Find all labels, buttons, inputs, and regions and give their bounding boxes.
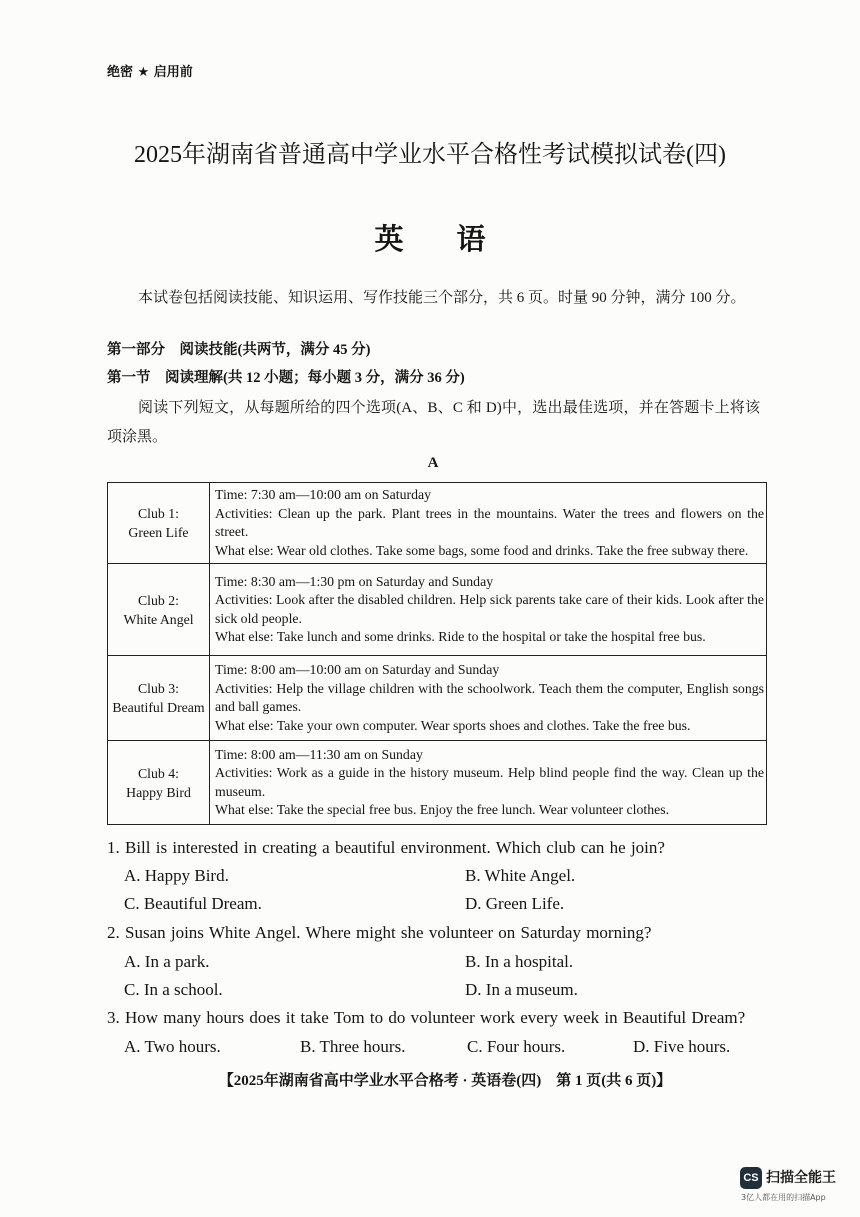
club-number: Club 1:	[137, 506, 179, 521]
question-1-option-c: C. Beautiful Dream.	[124, 894, 262, 913]
table-row	[108, 740, 766, 824]
section-one-heading: 第一节 阅读理解(共 12 小题；每小题 3 分，满分 36 分)	[107, 370, 465, 386]
camscanner-tagline: 3亿人都在用的扫描App	[741, 1193, 826, 1202]
club-number: Club 2:	[137, 592, 179, 608]
club-activities: Activities: Help the village children with the schoolwork. Teach them the computer, English songs and ball games.	[215, 680, 764, 714]
club-name: White Angel	[123, 611, 194, 627]
question-3-option-a: A. Two hours.	[124, 1037, 221, 1056]
club-name-cell	[108, 741, 210, 824]
question-2-option-b: B. In a hospital.	[465, 952, 574, 971]
question-1-option-d: D. Green Life.	[465, 894, 565, 913]
table-row	[108, 563, 766, 655]
club-time: Time: 7:30 am—10:00 am on Saturday	[215, 487, 432, 502]
exam-title: 2025年湖南省普通高中学业水平合格性考试模拟试卷(四)	[134, 142, 726, 168]
club-number: Club 3:	[137, 681, 179, 696]
club-what-else: What else: Wear old clothes. Take some bags, some food and drinks. Take the free subway there.	[215, 542, 749, 558]
club-name-cell	[108, 656, 210, 740]
table-row	[108, 655, 766, 740]
question-3-option-b: B. Three hours.	[300, 1037, 406, 1056]
camscanner-app-name: 扫描全能王	[766, 1170, 836, 1186]
club-what-else: What else: Take lunch and some drinks. Ride to the hospital or take the hospital free bus.	[215, 629, 706, 644]
club-what-else: What else: Take the special free bus. Enjoy the free lunch. Wear volunteer clothes.	[215, 802, 670, 817]
question-2-stem: 2. Susan joins White Angel. Where might she volunteer on Saturday morning?	[107, 923, 652, 942]
question-3-option-d: D. Five hours.	[633, 1037, 731, 1056]
exam-intro: 本试卷包括阅读技能、知识运用、写作技能三个部分，共 6 页。时量 90 分钟，满分 100 分。	[138, 290, 746, 306]
club-table	[107, 482, 767, 825]
question-3-option-c: C. Four hours.	[467, 1037, 566, 1056]
club-name: Beautiful Dream	[112, 700, 205, 715]
club-name-cell	[108, 483, 210, 563]
subject-heading: 英 语	[374, 224, 498, 256]
question-2-option-c: C. In a school.	[124, 980, 223, 999]
club-activities: Activities: Look after the disabled children. Help sick parents take care of their kids. Look after the sick old people.	[215, 592, 764, 626]
question-1-stem: 1. Bill is interested in creating a beautiful environment. Which club can he join?	[107, 838, 665, 857]
part-one-heading: 第一部分 阅读技能(共两节，满分 45 分)	[107, 342, 371, 358]
club-name: Happy Bird	[126, 784, 191, 800]
club-activities: Activities: Clean up the park. Plant trees in the mountains. Water the trees and flowers on the street.	[215, 505, 764, 539]
confidential-label: 绝密 ★ 启用前	[107, 65, 193, 80]
club-name-cell	[108, 564, 210, 655]
club-info-cell	[210, 483, 766, 563]
page-footer: 【2025年湖南省高中学业水平合格考 · 英语卷(四) 第 1 页(共 6 页)】	[218, 1073, 672, 1089]
question-2-option-d: D. In a museum.	[465, 980, 578, 999]
club-info-cell	[210, 741, 766, 824]
club-number: Club 4:	[137, 765, 179, 781]
club-name: Green Life	[128, 525, 189, 540]
club-time: Time: 8:30 am—1:30 pm on Saturday and Sunday	[215, 573, 494, 589]
question-1-option-a: A. Happy Bird.	[124, 866, 229, 885]
question-3-stem: 3. How many hours does it take Tom to do volunteer work every week in Beautiful Dream?	[107, 1008, 746, 1027]
club-time: Time: 8:00 am—10:00 am on Saturday and Sunday	[215, 662, 500, 677]
club-time: Time: 8:00 am—11:30 am on Sunday	[215, 746, 423, 762]
table-row	[108, 483, 766, 563]
club-activities: Activities: Work as a guide in the history museum. Help blind people find the way. Clean up the museum.	[215, 765, 764, 799]
camscanner-logo-icon: CS	[740, 1167, 762, 1189]
question-2-option-a: A. In a park.	[124, 952, 210, 971]
question-1-option-b: B. White Angel.	[465, 866, 576, 885]
club-what-else: What else: Take your own computer. Wear sports shoes and clothes. Take the free bus.	[215, 717, 691, 733]
club-info-cell	[210, 656, 766, 740]
club-info-cell	[210, 564, 766, 655]
passage-label: A	[427, 455, 439, 471]
reading-instructions: 阅读下列短文，从每题所给的四个选项(A、B、C 和 D)中，选出最佳选项，并在答题卡上将该项涂黑。	[107, 400, 760, 445]
